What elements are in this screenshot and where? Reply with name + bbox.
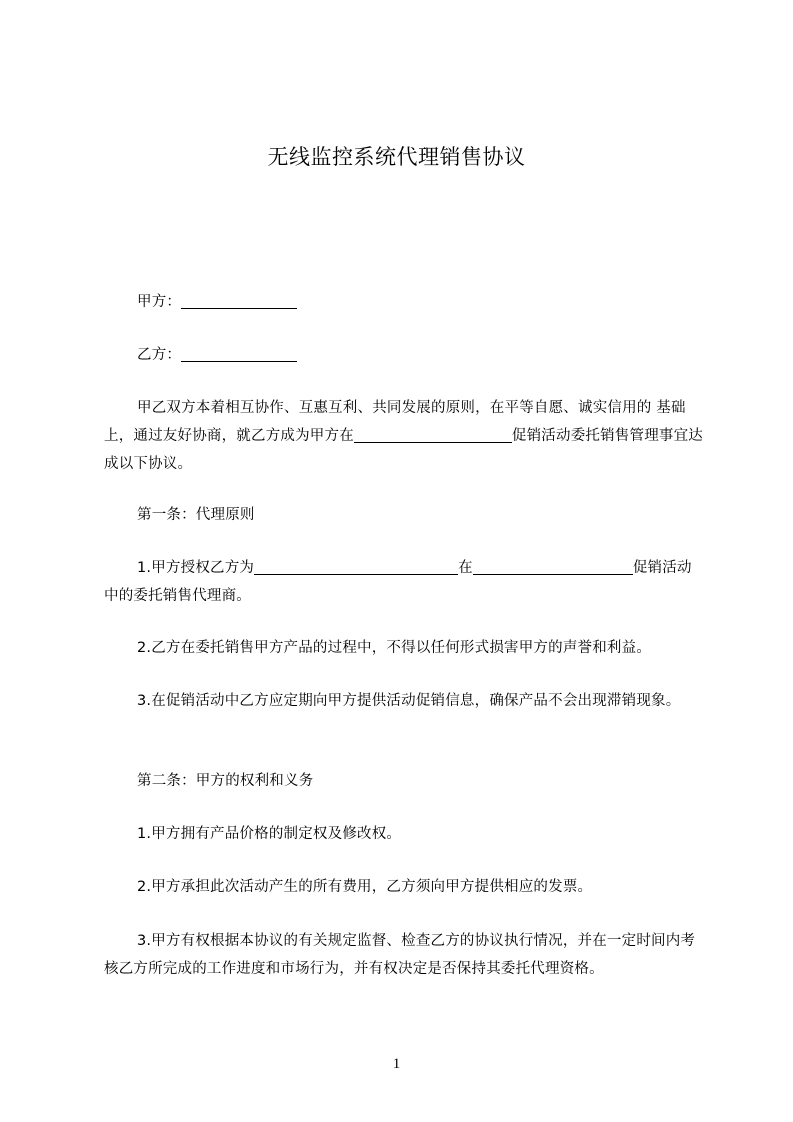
article-1-item-1	[104, 554, 704, 610]
party-a-label: 甲方：	[137, 294, 182, 310]
party-b-blank	[181, 345, 297, 362]
intro-text-start: 甲乙双方本着相互协作、互惠互利、共同发展的原则，在平等自愿、诚实信用的 基础上，通过友好协商，就乙方成为甲方在	[104, 400, 686, 444]
intro-paragraph	[104, 394, 704, 478]
page-number: 1	[392, 1056, 401, 1072]
article-2-item-3: 3.甲方有权根据本协议的有关规定监督、检查乙方的协议执行情况，并在一定时间内考核乙方所完成的工作进度和市场行为，并有权决定是否保持其委托代理资格。	[104, 933, 696, 977]
article-1-item-3: 3.在促销活动中乙方应定期向甲方提供活动促销信息，确保产品不会出现滞销现象。	[137, 693, 681, 709]
article-1-item-2: 2.乙方在委托销售甲方产品的过程中，不得以任何形式损害甲方的声誉和利益。	[137, 640, 652, 656]
a1-item1-text-end: 促销活动中的委托销售代理商。	[104, 560, 692, 604]
article-2-item-1: 1.甲方拥有产品价格的制定权及修改权。	[137, 826, 402, 842]
party-b-line	[104, 341, 704, 369]
a1-item1-text-start: 1.甲方授权乙方为	[137, 560, 255, 576]
party-b-label: 乙方：	[137, 347, 182, 363]
intro-text-end: 促销活动委托销售管理事宜达成以下协议。	[104, 428, 704, 472]
party-a-blank	[181, 292, 297, 309]
intro-blank	[354, 426, 512, 443]
article-2-heading: 第二条：甲方的权利和义务	[137, 773, 314, 789]
article-1-heading: 第一条：代理原则	[137, 507, 255, 523]
article-2-item-2: 2.甲方承担此次活动产生的所有费用，乙方须向甲方提供相应的发票。	[137, 879, 593, 895]
document-title: 无线监控系统代理销售协议	[267, 145, 526, 169]
a1-item1-text-mid: 在	[458, 560, 473, 576]
a1-item1-blank-1	[254, 558, 458, 575]
party-a-line	[104, 288, 704, 316]
a1-item1-blank-2	[473, 558, 633, 575]
